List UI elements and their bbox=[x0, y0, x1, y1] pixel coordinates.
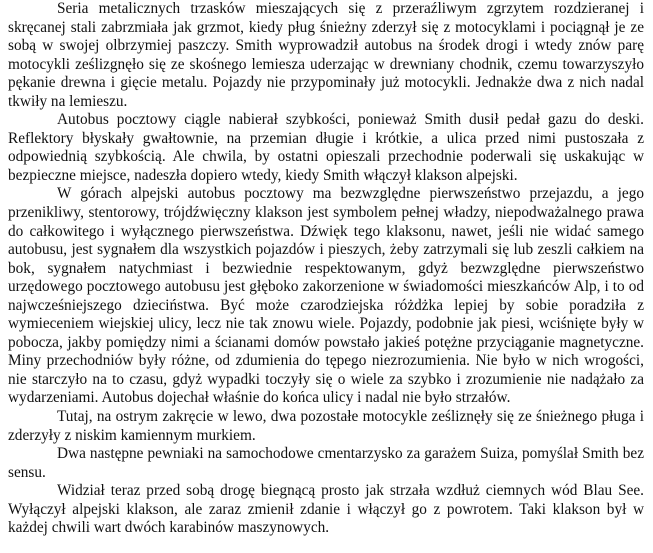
paragraph-2: Autobus pocztowy ciągle nabierał szybkości, ponieważ Smith dusił pedał gazu do deski. Reflektory błyskały gwałtownie, na przemian długie i krótkie, a ulica przed nimi pustoszała z odpowiednią szybkością. Ale chwila, by ostatni opieszali przechodnie poderwali się uskakując w bezpieczne miejsce, nadeszła dopiero wtedy, kiedy Smith włączył klakson alpejski. bbox=[8, 111, 644, 184]
paragraph-6: Widział teraz przed sobą drogę biegnącą prosto jak strzała wzdłuż ciemnych wód Blau See. Wyłączył alpejski klakson, ale zaraz zmienił zdanie i włączył go z powrotem. Taki klakson był w każdej chwili wart dwóch karabinów maszynowych. bbox=[8, 482, 644, 537]
document-page bbox=[8, 0, 644, 538]
paragraph-3: W górach alpejski autobus pocztowy ma bezwzględne pierwszeństwo przejazdu, a jego przenikliwy, stentorowy, trójdźwięczny klakson jest symbolem pełnej władzy, niepodważalnego prawa do całkowitego i wyłącznego pierwszeństwa. Dźwięk tego klaksonu, nawet, jeśli nie widać samego autobusu, jest sygnałem dla wszystkich pojazdów i pieszych, żeby zatrzymali się lub zeszli całkiem na bok, sygnałem natychmiast i bezwiednie respektowanym, gdyż bezwzględne pierwszeństwo urzędowego pocztowego autobusu jest głęboko zakorzenione w świadomości mieszkańców Alp, i to od najwcześniejszego dzieciństwa. Być może czarodziejska różdżka lepiej by sobie poradziła z wymieceniem wiejskiej ulicy, lecz nie tak znowu wiele. Pojazdy, podobnie jak piesi, wciśnięte były w pobocza, jakby pomiędzy nimi a ścianami domów powstało jakieś potężne przyciąganie magnetyczne. Miny przechodniów były różne, od zdumienia do tępego niezrozumienia. Nie było w nich wrogości, nie starczyło na to czasu, gdyż wypadki toczyły się o wiele za szybko i zrozumienie nie nadążało za wydarzeniami. Autobus dojechał właśnie do końca ulicy i nadal nie było strzałów. bbox=[8, 185, 644, 407]
paragraph-5: Dwa następne pewniaki na samochodowe cmentarzysko za garażem Suiza, pomyślał Smith bez sensu. bbox=[8, 445, 644, 481]
paragraph-1: Seria metalicznych trzasków mieszających się z przeraźliwym zgrzytem rozdzieranej i skręcanej stali zabrzmiała jak grzmot, kiedy pług śnieżny zderzył się z motocyklami i pociągnął je ze sobą w swojej olbrzymiej paszczy. Smith wyprowadził autobus na środek drogi i wtedy znów parę motocykli ześlizgnęło się ze skośnego lemiesza uderzając w drewniany chodnik, czemu towarzyszyło pękanie drewna i gięcie metalu. Pojazdy nie przypominały już motocykli. Jednakże dwa z nich nadal tkwiły na lemieszu. bbox=[8, 0, 644, 110]
paragraph-4: Tutaj, na ostrym zakręcie w lewo, dwa pozostałe motocykle ześliznęły się ze śnieżnego pługa i zderzyły z niskim kamiennym murkiem. bbox=[8, 408, 644, 444]
